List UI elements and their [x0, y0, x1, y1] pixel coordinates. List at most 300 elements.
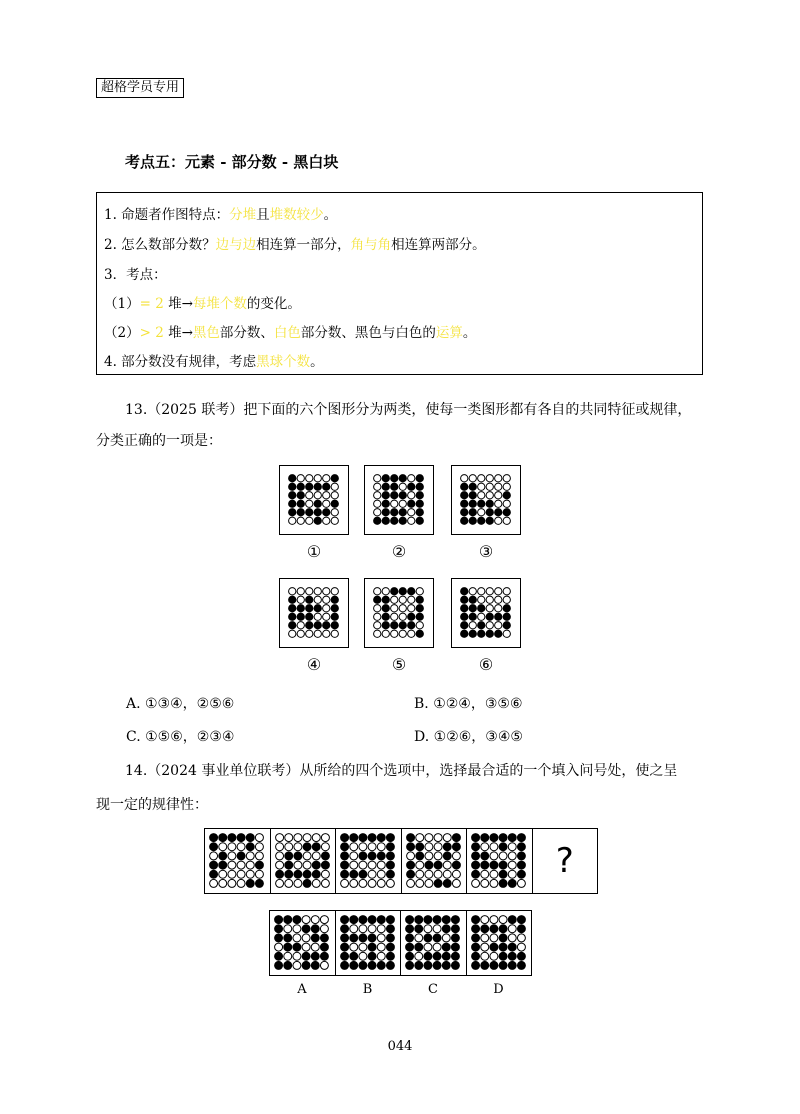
white-dot: [368, 861, 376, 869]
black-dot: [219, 834, 227, 842]
white-dot: [293, 834, 301, 842]
white-dot: [377, 925, 385, 933]
black-dot: [284, 861, 292, 869]
white-dot: [350, 843, 358, 851]
black-dot: [443, 852, 451, 860]
black-dot: [469, 517, 476, 524]
black-dot: [416, 630, 423, 637]
black-dot: [478, 500, 485, 507]
black-dot: [499, 870, 507, 878]
highlight-text: 角与角: [350, 237, 392, 253]
white-dot: [323, 475, 330, 482]
black-dot: [349, 961, 357, 969]
note-line-4: [104, 292, 301, 312]
white-dot: [323, 605, 330, 612]
white-dot: [341, 879, 349, 887]
white-dot: [408, 492, 415, 499]
black-dot: [323, 509, 330, 516]
black-dot: [359, 834, 367, 842]
black-dot: [508, 943, 516, 951]
black-dot: [499, 843, 507, 851]
q13-option-d[interactable]: D. ①②⑥，③④⑤: [414, 729, 523, 745]
black-dot: [452, 861, 460, 869]
white-dot: [297, 622, 304, 629]
black-dot: [289, 605, 296, 612]
black-dot: [461, 622, 468, 629]
note-text: 相连算两部分。: [391, 237, 486, 253]
white-dot: [382, 588, 389, 595]
black-dot: [517, 843, 525, 851]
white-dot: [275, 852, 283, 860]
white-dot: [314, 588, 321, 595]
white-dot: [469, 475, 476, 482]
white-dot: [350, 861, 358, 869]
white-dot: [374, 622, 381, 629]
white-dot: [503, 475, 510, 482]
q13-figure-1: [279, 465, 349, 535]
white-dot: [311, 943, 319, 951]
q14-sequence-3: [335, 828, 402, 894]
black-dot: [508, 952, 516, 960]
black-dot: [451, 934, 459, 942]
black-dot: [406, 861, 414, 869]
white-dot: [486, 596, 493, 603]
q13-figure-3: [451, 465, 521, 535]
black-dot: [406, 961, 414, 969]
white-dot: [374, 500, 381, 507]
white-dot: [424, 879, 432, 887]
black-dot: [386, 943, 394, 951]
q14-question-cell: [532, 828, 599, 894]
black-dot: [399, 492, 406, 499]
white-dot: [368, 870, 376, 878]
white-dot: [499, 852, 507, 860]
black-dot: [503, 605, 510, 612]
black-dot: [416, 517, 423, 524]
note-text: 相连算一部分，: [256, 237, 351, 253]
white-dot: [495, 622, 502, 629]
black-dot: [472, 843, 480, 851]
white-dot: [399, 630, 406, 637]
q14-answer-b[interactable]: [335, 910, 402, 976]
black-dot: [517, 925, 525, 933]
white-dot: [377, 934, 385, 942]
black-dot: [489, 961, 497, 969]
black-dot: [359, 870, 367, 878]
black-dot: [486, 630, 493, 637]
black-dot: [320, 934, 328, 942]
white-dot: [416, 588, 423, 595]
white-dot: [302, 916, 310, 924]
black-dot: [382, 613, 389, 620]
black-dot: [340, 952, 348, 960]
black-dot: [368, 916, 376, 924]
black-dot: [503, 509, 510, 516]
white-dot: [368, 925, 376, 933]
highlight-text: 黑色: [192, 325, 220, 341]
white-dot: [391, 613, 398, 620]
white-dot: [275, 879, 283, 887]
white-dot: [399, 605, 406, 612]
q14-sequence-1-grid: [205, 829, 268, 892]
black-dot: [408, 622, 415, 629]
white-dot: [323, 596, 330, 603]
black-dot: [289, 596, 296, 603]
black-dot: [415, 943, 423, 951]
white-dot: [434, 870, 442, 878]
black-dot: [293, 916, 301, 924]
white-dot: [331, 588, 338, 595]
black-dot: [289, 475, 296, 482]
black-dot: [461, 596, 468, 603]
q13-figure-label: ⑥: [478, 655, 494, 674]
white-dot: [391, 596, 398, 603]
q13-figure-2: [364, 465, 434, 535]
black-dot: [471, 943, 479, 951]
white-dot: [480, 952, 488, 960]
black-dot: [408, 588, 415, 595]
white-dot: [358, 925, 366, 933]
white-dot: [228, 879, 236, 887]
white-dot: [415, 870, 423, 878]
white-dot: [480, 943, 488, 951]
black-dot: [424, 916, 432, 924]
q14-text-line2: 现一定的规律性：: [96, 797, 208, 813]
q14-answer-letter: D: [493, 982, 504, 997]
note-text: 1. 命题者作图特点：: [104, 207, 230, 223]
white-dot: [374, 475, 381, 482]
black-dot: [331, 500, 338, 507]
black-dot: [508, 916, 516, 924]
black-dot: [297, 483, 304, 490]
white-dot: [306, 492, 313, 499]
white-dot: [503, 500, 510, 507]
white-dot: [408, 509, 415, 516]
white-dot: [210, 852, 218, 860]
black-dot: [486, 509, 493, 516]
black-dot: [289, 509, 296, 516]
black-dot: [499, 961, 507, 969]
white-dot: [358, 952, 366, 960]
white-dot: [289, 588, 296, 595]
black-dot: [416, 500, 423, 507]
black-dot: [442, 943, 450, 951]
black-dot: [517, 916, 525, 924]
white-dot: [415, 952, 423, 960]
white-dot: [302, 943, 310, 951]
white-dot: [331, 509, 338, 516]
q14-sequence-4-grid: [402, 829, 465, 892]
white-dot: [486, 492, 493, 499]
black-dot: [311, 961, 319, 969]
black-dot: [306, 509, 313, 516]
q14-sequence-2-grid: [271, 829, 334, 892]
highlight-text: 堆数较少: [269, 207, 324, 223]
white-dot: [331, 483, 338, 490]
q14-answer-a[interactable]: [269, 910, 336, 976]
q13-figure-5: [364, 578, 434, 648]
q13-figure-4: [279, 578, 349, 648]
black-dot: [219, 852, 227, 860]
black-dot: [331, 596, 338, 603]
white-dot: [237, 861, 245, 869]
white-dot: [461, 475, 468, 482]
white-dot: [323, 500, 330, 507]
white-dot: [508, 934, 516, 942]
black-dot: [442, 925, 450, 933]
white-dot: [490, 852, 498, 860]
q13-option-c[interactable]: C. ①⑤⑥，②③④: [126, 729, 235, 745]
white-dot: [306, 475, 313, 482]
white-dot: [297, 630, 304, 637]
highlight-text: 运算: [435, 325, 463, 341]
black-dot: [433, 952, 441, 960]
white-dot: [517, 943, 525, 951]
black-dot: [275, 961, 283, 969]
white-dot: [408, 596, 415, 603]
white-dot: [486, 475, 493, 482]
q14-sequence-4: [401, 828, 468, 894]
white-dot: [443, 834, 451, 842]
white-dot: [478, 596, 485, 603]
black-dot: [368, 952, 376, 960]
white-dot: [478, 509, 485, 516]
white-dot: [508, 870, 516, 878]
white-dot: [424, 870, 432, 878]
white-dot: [293, 934, 301, 942]
highlight-text: 黑球个数: [256, 354, 311, 370]
black-dot: [499, 934, 507, 942]
black-dot: [489, 925, 497, 933]
white-dot: [323, 492, 330, 499]
black-dot: [312, 843, 320, 851]
white-dot: [246, 852, 254, 860]
note-text: 。: [310, 354, 324, 370]
white-dot: [284, 843, 292, 851]
white-dot: [490, 870, 498, 878]
white-dot: [490, 843, 498, 851]
black-dot: [406, 925, 414, 933]
white-dot: [377, 870, 385, 878]
black-dot: [341, 843, 349, 851]
white-dot: [416, 622, 423, 629]
black-dot: [311, 925, 319, 933]
white-dot: [517, 879, 525, 887]
black-dot: [275, 925, 283, 933]
black-dot: [416, 613, 423, 620]
q13-figure-label: ④: [306, 655, 322, 674]
black-dot: [399, 622, 406, 629]
black-dot: [443, 879, 451, 887]
highlight-text: = 2: [139, 296, 164, 312]
black-dot: [289, 483, 296, 490]
white-dot: [399, 613, 406, 620]
white-dot: [320, 916, 328, 924]
white-dot: [255, 870, 263, 878]
black-dot: [306, 613, 313, 620]
white-dot: [408, 630, 415, 637]
white-dot: [359, 879, 367, 887]
white-dot: [303, 861, 311, 869]
white-dot: [508, 861, 516, 869]
note-line-3: [104, 263, 167, 283]
black-dot: [406, 834, 414, 842]
black-dot: [289, 613, 296, 620]
q14-sequence-1: [204, 828, 271, 894]
black-dot: [302, 961, 310, 969]
q13-option-b[interactable]: B. ①②④，③⑤⑥: [414, 696, 523, 712]
black-dot: [486, 517, 493, 524]
q14-answer-d-grid: [467, 911, 530, 974]
black-dot: [391, 517, 398, 524]
black-dot: [237, 852, 245, 860]
black-dot: [471, 934, 479, 942]
white-dot: [293, 952, 301, 960]
white-dot: [399, 500, 406, 507]
black-dot: [386, 925, 394, 933]
black-dot: [382, 492, 389, 499]
white-dot: [377, 879, 385, 887]
q13-figure-1-grid: [280, 466, 347, 533]
white-dot: [452, 852, 460, 860]
black-dot: [246, 834, 254, 842]
white-dot: [495, 588, 502, 595]
black-dot: [472, 852, 480, 860]
black-dot: [306, 622, 313, 629]
white-dot: [486, 483, 493, 490]
black-dot: [478, 622, 485, 629]
black-dot: [517, 834, 525, 842]
white-dot: [284, 952, 292, 960]
black-dot: [386, 843, 394, 851]
q13-text-line1: 13.（2025 联考）把下面的六个图形分为两类，使每一类图形都有各自的共同特征或规律，: [125, 402, 692, 418]
black-dot: [416, 509, 423, 516]
black-dot: [434, 879, 442, 887]
black-dot: [469, 605, 476, 612]
white-dot: [237, 879, 245, 887]
black-dot: [386, 861, 394, 869]
black-dot: [399, 517, 406, 524]
white-dot: [495, 483, 502, 490]
q13-text-line2: 分类正确的一项是：: [96, 433, 222, 449]
black-dot: [340, 925, 348, 933]
black-dot: [284, 870, 292, 878]
section-title: 考点五：元素 - 部分数 - 黑白块: [125, 153, 339, 171]
q14-answer-c[interactable]: [400, 910, 467, 976]
white-dot: [293, 961, 301, 969]
black-dot: [416, 492, 423, 499]
q13-option-a[interactable]: A. ①③④，②⑤⑥: [126, 696, 235, 712]
black-dot: [461, 500, 468, 507]
note-text: 3．考点：: [104, 267, 167, 283]
white-dot: [377, 943, 385, 951]
white-dot: [284, 879, 292, 887]
q13-figure-4-grid: [280, 579, 347, 646]
white-dot: [495, 500, 502, 507]
black-dot: [424, 952, 432, 960]
black-dot: [406, 943, 414, 951]
black-dot: [424, 934, 432, 942]
white-dot: [246, 861, 254, 869]
white-dot: [486, 588, 493, 595]
white-dot: [350, 879, 358, 887]
white-dot: [377, 861, 385, 869]
black-dot: [415, 925, 423, 933]
black-dot: [377, 852, 385, 860]
note-text: 堆→: [163, 325, 193, 341]
white-dot: [374, 492, 381, 499]
white-dot: [228, 852, 236, 860]
white-dot: [490, 879, 498, 887]
black-dot: [471, 961, 479, 969]
white-dot: [434, 843, 442, 851]
white-dot: [424, 943, 432, 951]
white-dot: [320, 961, 328, 969]
black-dot: [340, 943, 348, 951]
black-dot: [442, 952, 450, 960]
white-dot: [499, 916, 507, 924]
white-dot: [219, 879, 227, 887]
white-dot: [275, 834, 283, 842]
black-dot: [416, 475, 423, 482]
black-dot: [408, 613, 415, 620]
white-dot: [358, 943, 366, 951]
highlight-text: 边与边: [215, 237, 257, 253]
black-dot: [311, 934, 319, 942]
highlight-text: > 2: [139, 325, 164, 341]
black-dot: [408, 500, 415, 507]
note-text: （2）: [104, 325, 140, 341]
q14-answer-d[interactable]: [466, 910, 533, 976]
note-text: 且: [256, 207, 270, 223]
black-dot: [461, 605, 468, 612]
white-dot: [374, 613, 381, 620]
white-dot: [495, 475, 502, 482]
black-dot: [406, 843, 414, 851]
note-text: 部分数、: [219, 325, 274, 341]
white-dot: [495, 605, 502, 612]
black-dot: [323, 483, 330, 490]
white-dot: [424, 852, 432, 860]
white-dot: [368, 843, 376, 851]
black-dot: [469, 596, 476, 603]
white-dot: [297, 588, 304, 595]
white-dot: [323, 613, 330, 620]
black-dot: [382, 622, 389, 629]
black-dot: [451, 961, 459, 969]
black-dot: [480, 925, 488, 933]
black-dot: [368, 934, 376, 942]
black-dot: [246, 879, 254, 887]
black-dot: [391, 588, 398, 595]
white-dot: [359, 861, 367, 869]
black-dot: [320, 952, 328, 960]
black-dot: [275, 952, 283, 960]
black-dot: [424, 861, 432, 869]
note-text: 的变化。: [246, 296, 301, 312]
white-dot: [415, 934, 423, 942]
black-dot: [368, 852, 376, 860]
black-dot: [358, 934, 366, 942]
note-text: 。: [462, 325, 477, 341]
black-dot: [297, 605, 304, 612]
black-dot: [359, 852, 367, 860]
black-dot: [382, 509, 389, 516]
black-dot: [499, 861, 507, 869]
white-dot: [374, 588, 381, 595]
white-dot: [508, 925, 516, 933]
black-dot: [499, 879, 507, 887]
